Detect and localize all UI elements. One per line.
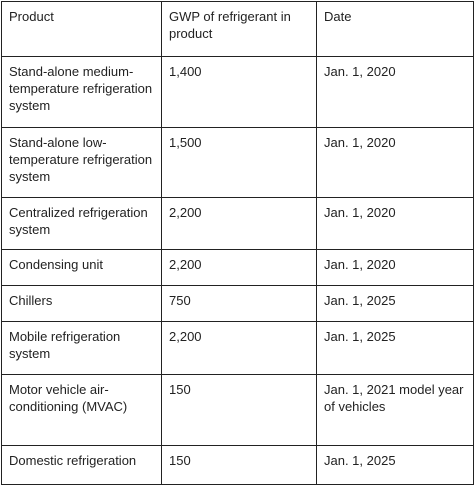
table-row — [2, 57, 474, 128]
table-row — [2, 250, 474, 286]
product-cell: Domestic refrigeration — [2, 446, 162, 485]
gwp-table — [1, 1, 474, 485]
table-row — [2, 286, 474, 322]
gwp-cell: 2,200 — [162, 198, 317, 250]
product-cell: Chillers — [2, 286, 162, 322]
date-cell: Jan. 1, 2021 model year of vehicles — [317, 375, 474, 446]
date-cell: Jan. 1, 2025 — [317, 322, 474, 375]
header-row — [2, 2, 474, 57]
product-cell: Stand-alone medium-temperature refrigeration system — [2, 57, 162, 128]
product-cell: Mobile refrigeration system — [2, 322, 162, 375]
date-cell: Jan. 1, 2020 — [317, 250, 474, 286]
header-product: Product — [2, 2, 162, 57]
table-row — [2, 198, 474, 250]
gwp-cell: 750 — [162, 286, 317, 322]
date-cell: Jan. 1, 2020 — [317, 57, 474, 128]
date-cell: Jan. 1, 2025 — [317, 446, 474, 485]
date-cell: Jan. 1, 2025 — [317, 286, 474, 322]
gwp-cell: 150 — [162, 375, 317, 446]
product-cell: Centralized refrigeration system — [2, 198, 162, 250]
header-date: Date — [317, 2, 474, 57]
gwp-cell: 2,200 — [162, 322, 317, 375]
product-cell: Stand-alone low-temperature refrigeration system — [2, 128, 162, 198]
header-gwp: GWP of refrigerant in product — [162, 2, 317, 57]
table-row — [2, 128, 474, 198]
gwp-cell: 2,200 — [162, 250, 317, 286]
gwp-cell: 1,500 — [162, 128, 317, 198]
table-row — [2, 375, 474, 446]
table-row — [2, 322, 474, 375]
gwp-cell: 150 — [162, 446, 317, 485]
product-cell: Motor vehicle air-conditioning (MVAC) — [2, 375, 162, 446]
date-cell: Jan. 1, 2020 — [317, 198, 474, 250]
date-cell: Jan. 1, 2020 — [317, 128, 474, 198]
gwp-cell: 1,400 — [162, 57, 317, 128]
table-row — [2, 446, 474, 485]
product-cell: Condensing unit — [2, 250, 162, 286]
